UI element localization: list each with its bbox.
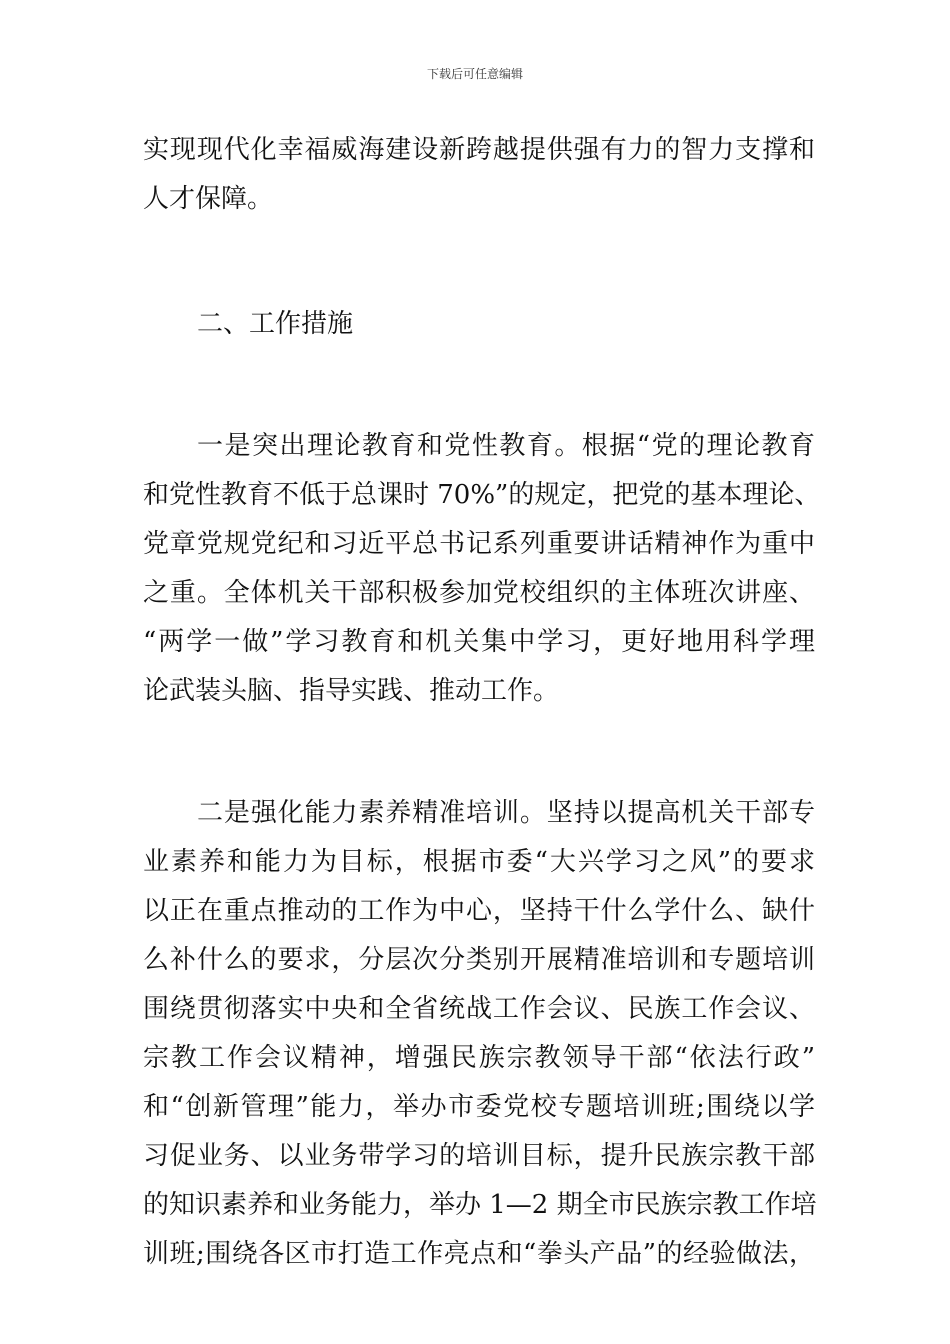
text-line: 习促业务、以业务带学习的培训目标，提升民族宗教干部 — [143, 1141, 815, 1171]
text-line: 宗教工作会议精神，增强民族宗教领导干部“依法行政” — [143, 1043, 815, 1073]
page-header: 下载后可任意编辑 — [426, 67, 523, 81]
section-heading — [143, 300, 815, 349]
paragraph-theory-education — [143, 422, 821, 716]
text-line: 人才保障。 — [143, 184, 274, 214]
text-line: 业素养和能力为目标，根据市委“大兴学习之风”的要求 — [143, 847, 815, 877]
text-line: 之重。全体机关干部积极参加党校组织的主体班次讲座、 — [143, 578, 815, 608]
text-line: 以正在重点推动的工作为中心，坚持干什么学什么、缺什 — [143, 896, 815, 926]
text-line: 训班;围绕各区市打造工作亮点和“拳头产品”的经验做法， — [143, 1239, 815, 1269]
text-line: 和党性教育不低于总课时 70%”的规定，把党的基本理论、 — [143, 480, 821, 510]
text-line: 一是突出理论教育和党性教育。根据“党的理论教育 — [197, 431, 815, 461]
text-line: “两学一做”学习教育和机关集中学习，更好地用科学理 — [143, 627, 815, 657]
paragraph-capability-training — [143, 789, 815, 1279]
heading-line: 二、工作措施 — [197, 309, 354, 339]
text-line: 党章党规党纪和习近平总书记系列重要讲话精神作为重中 — [143, 529, 815, 559]
text-line: 的知识素养和业务能力，举办 1—2 期全市民族宗教工作培 — [143, 1190, 817, 1220]
text-line: 围绕贯彻落实中央和全省统战工作会议、民族工作会议、 — [143, 994, 815, 1024]
paragraph-continuation — [143, 126, 815, 224]
text-line: 二是强化能力素养精准培训。坚持以提高机关干部专 — [197, 798, 815, 828]
text-line: 么补什么的要求，分层次分类别开展精准培训和专题培训 — [143, 945, 815, 975]
text-line: 实现现代化幸福威海建设新跨越提供强有力的智力支撑和 — [143, 135, 815, 165]
text-line: 和“创新管理”能力，举办市委党校专题培训班;围绕以学 — [143, 1092, 815, 1122]
document-body — [143, 126, 821, 1279]
text-line: 论武装头脑、指导实践、推动工作。 — [143, 676, 560, 706]
